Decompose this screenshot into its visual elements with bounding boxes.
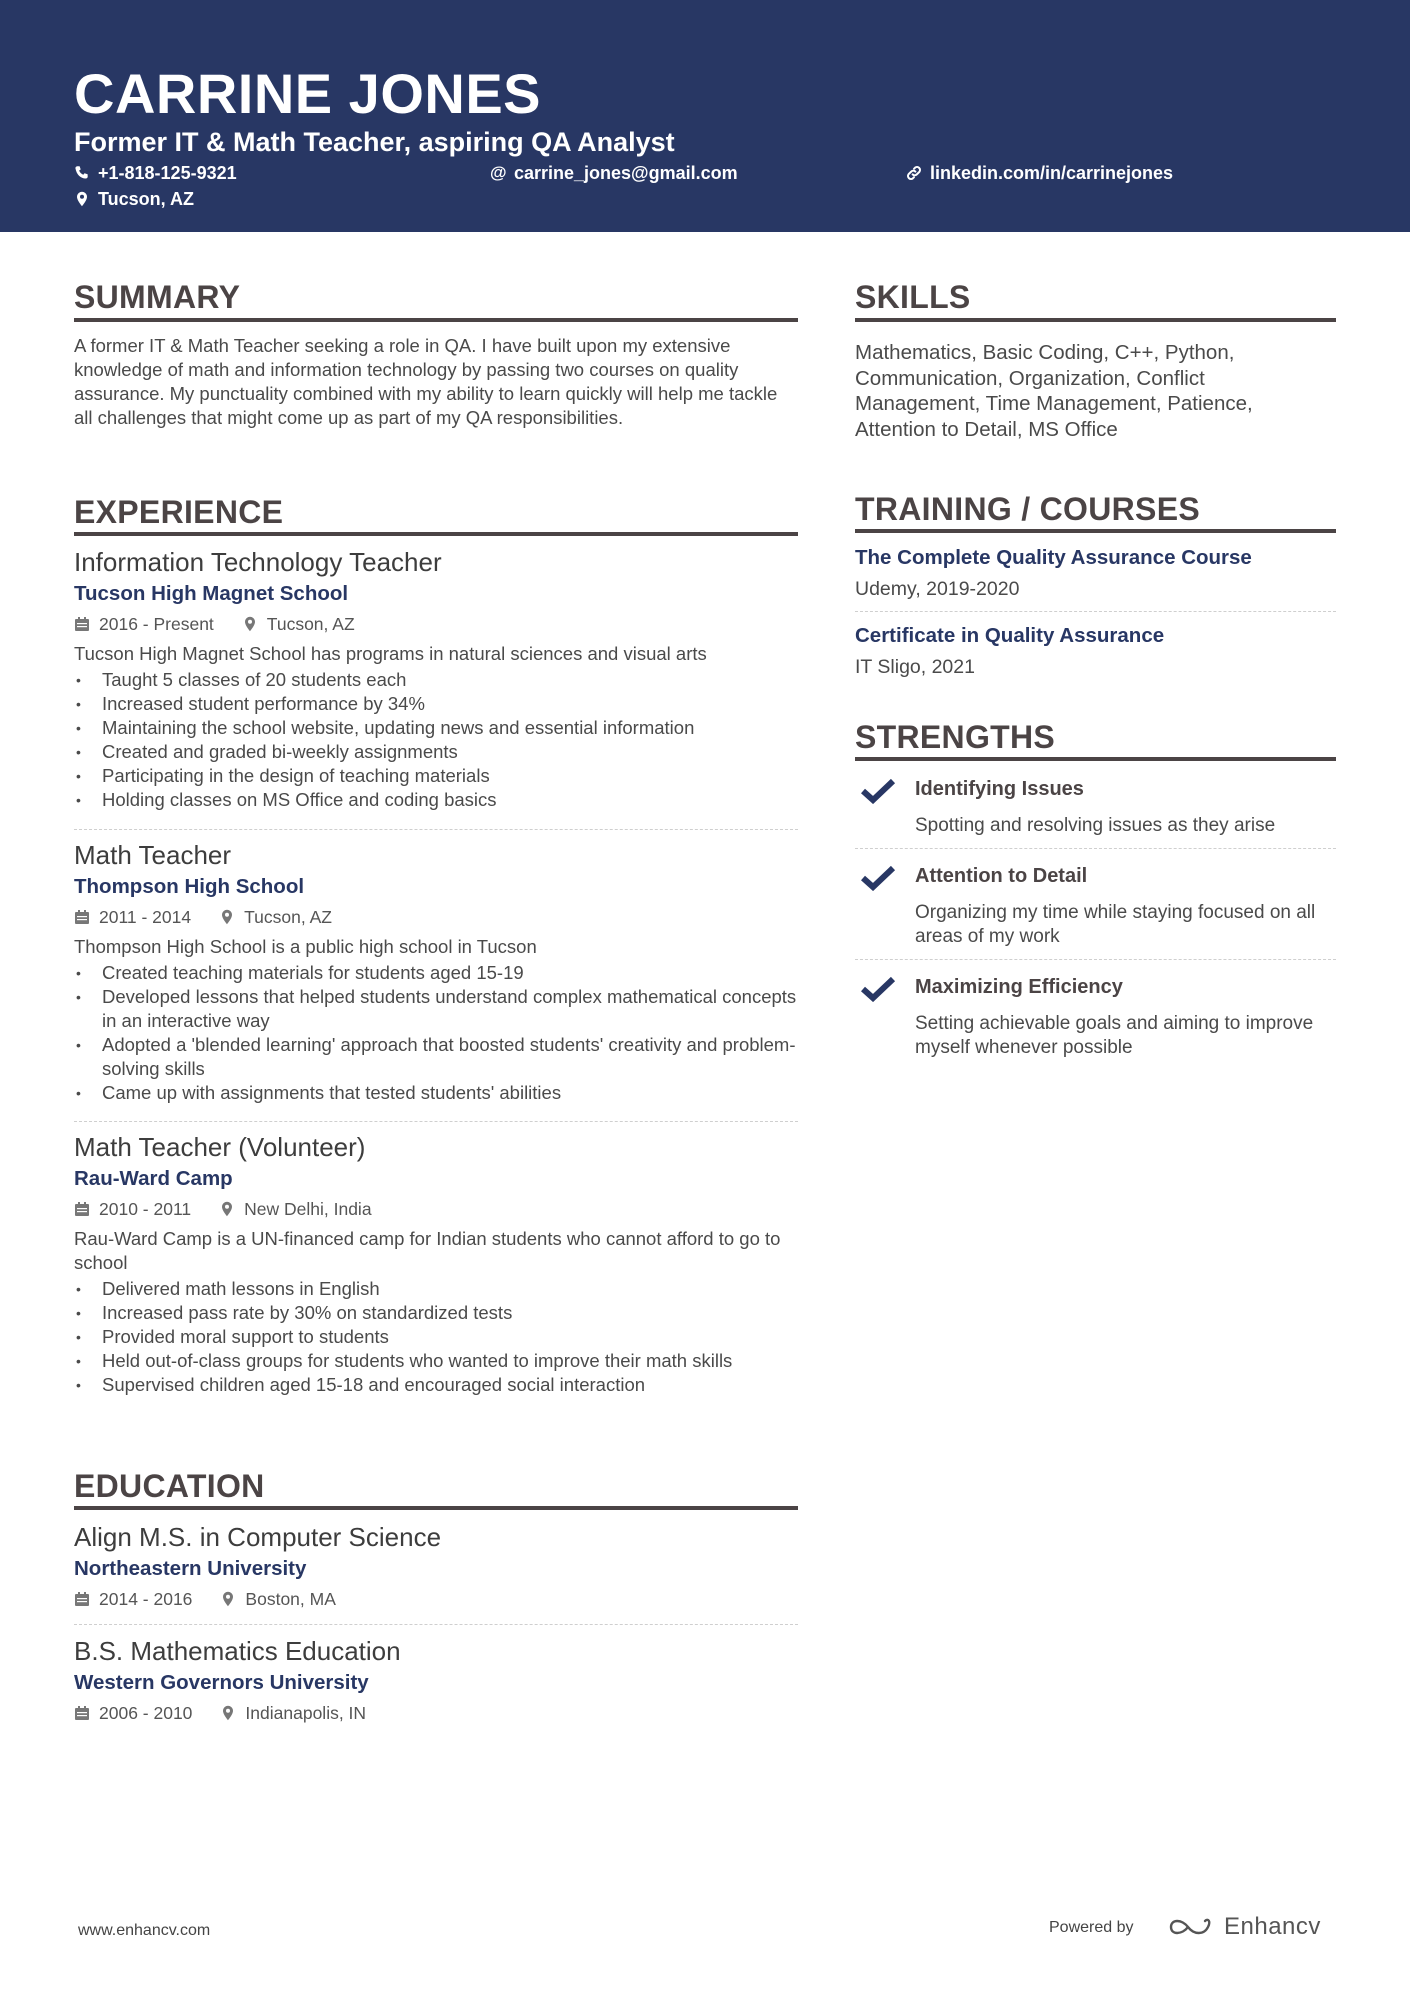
job-location: New Delhi, India [244, 1199, 372, 1219]
skills-divider [855, 318, 1336, 322]
company-name: Rau-Ward Camp [74, 1167, 233, 1190]
job-meta [74, 612, 798, 636]
course-provider: Udemy, 2019-2020 [855, 578, 1020, 600]
location-text: Tucson, AZ [98, 189, 194, 209]
item-separator [855, 848, 1336, 849]
job-description: Rau-Ward Camp is a UN-financed camp for Indian students who cannot afford to go to school [74, 1228, 781, 1273]
resume-header [0, 0, 1410, 232]
skills-heading: SKILLS [855, 279, 971, 315]
experience-item [74, 1131, 798, 1397]
strengths-divider [855, 757, 1336, 761]
education-divider [74, 1506, 798, 1510]
contact-linkedin[interactable] [906, 162, 1173, 184]
job-bullets [74, 1277, 798, 1397]
course-title: The Complete Quality Assurance Course [855, 546, 1252, 569]
item-separator [855, 611, 1336, 612]
job-meta [74, 905, 798, 929]
calendar-icon [74, 616, 90, 632]
job-bullet: • Holding classes on MS Office and coding basics [74, 788, 798, 812]
school-name: Western Governors University [74, 1671, 369, 1694]
item-separator [74, 1121, 798, 1122]
footer-website[interactable]: www.enhancv.com [78, 1922, 211, 1939]
enhancv-logo-icon [1168, 1915, 1214, 1939]
location-pin-icon [219, 1201, 235, 1217]
company-name: Tucson High Magnet School [74, 582, 349, 605]
job-title: Information Technology Teacher [74, 547, 442, 577]
candidate-title: Former IT & Math Teacher, aspiring QA Analyst [74, 127, 675, 157]
job-title: Math Teacher (Volunteer) [74, 1132, 366, 1162]
job-description: Tucson High Magnet School has programs in natural sciences and visual arts [74, 643, 707, 664]
summary-text: A former IT & Math Teacher seeking a role in QA. I have built upon my extensive knowledge of math and information technology by passing two courses on quality assurance. My punctuality combined with my ability to learn quickly will help me tackle all challenges that might come up as part of my QA responsibilities. [74, 335, 778, 428]
degree-title: Align M.S. in Computer Science [74, 1522, 442, 1552]
at-icon: @ [490, 163, 507, 182]
job-bullet: • Created and graded bi-weekly assignments [74, 740, 798, 764]
item-separator [855, 959, 1336, 960]
degree-title: B.S. Mathematics Education [74, 1636, 401, 1666]
school-name: Northeastern University [74, 1557, 307, 1580]
footer-powered-by: Powered by [1049, 1919, 1134, 1936]
job-bullets [74, 668, 798, 812]
location-pin-icon [220, 1705, 236, 1721]
strength-description: Setting achievable goals and aiming to improve myself whenever possible [915, 1013, 1314, 1058]
contact-email[interactable] [490, 162, 738, 184]
strengths-heading: STRENGTHS [855, 719, 1056, 755]
item-separator [74, 829, 798, 830]
job-bullet: • Provided moral support to students [74, 1325, 798, 1349]
education-heading: EDUCATION [74, 1468, 265, 1504]
job-bullet: • Created teaching materials for students aged 15-19 [74, 961, 798, 985]
job-dates: 2010 - 2011 [99, 1199, 192, 1219]
location-pin-icon [74, 191, 90, 207]
job-location: Tucson, AZ [244, 907, 332, 927]
checkmark-icon [861, 865, 895, 891]
checkmark-icon [861, 976, 895, 1002]
job-dates: 2011 - 2014 [99, 907, 192, 927]
job-bullet: • Came up with assignments that tested students' abilities [74, 1081, 798, 1105]
candidate-name: CARRINE JONES [74, 62, 542, 125]
strength-title: Attention to Detail [915, 865, 1088, 887]
job-bullet: • Delivered math lessons in English [74, 1277, 798, 1301]
experience-item [74, 839, 798, 1105]
summary-heading: SUMMARY [74, 279, 241, 315]
summary-divider [74, 318, 798, 322]
job-bullets [74, 961, 798, 1105]
education-item [74, 1635, 798, 1725]
enhancv-logo-text: Enhancv [1224, 1913, 1321, 1940]
strength-description: Spotting and resolving issues as they arise [915, 815, 1276, 836]
education-dates: 2006 - 2010 [99, 1703, 193, 1723]
calendar-icon [74, 1591, 90, 1607]
education-location: Boston, MA [245, 1589, 336, 1609]
experience-divider [74, 532, 798, 536]
calendar-icon [74, 1705, 90, 1721]
job-meta [74, 1197, 798, 1221]
phone-icon [74, 165, 90, 181]
job-dates: 2016 - Present [99, 614, 214, 634]
education-meta [74, 1587, 798, 1611]
education-meta [74, 1701, 798, 1725]
strength-title: Maximizing Efficiency [915, 976, 1123, 998]
education-location: Indianapolis, IN [245, 1703, 367, 1723]
company-name: Thompson High School [74, 875, 305, 898]
checkmark-icon [861, 778, 895, 804]
job-bullet: • Supervised children aged 15-18 and encouraged social interaction [74, 1373, 798, 1397]
training-divider [855, 529, 1336, 533]
calendar-icon [74, 1201, 90, 1217]
job-title: Math Teacher [74, 840, 232, 870]
job-bullet: • Adopted a 'blended learning' approach that boosted students' creativity and problem-solving skills [74, 1033, 798, 1081]
course-title: Certificate in Quality Assurance [855, 624, 1165, 647]
job-bullet: • Increased pass rate by 30% on standardized tests [74, 1301, 798, 1325]
link-icon [906, 165, 922, 181]
strength-description: Organizing my time while staying focused on all areas of my work [915, 902, 1316, 947]
location-pin-icon [242, 616, 258, 632]
job-bullet: • Maintaining the school website, updating news and essential information [74, 716, 798, 740]
contact-location [74, 188, 194, 210]
contact-phone[interactable] [74, 162, 237, 184]
item-separator [74, 1624, 798, 1625]
job-bullet: • Held out-of-class groups for students who wanted to improve their math skills [74, 1349, 798, 1373]
job-bullet: • Taught 5 classes of 20 students each [74, 668, 798, 692]
calendar-icon [74, 909, 90, 925]
job-bullet: • Participating in the design of teaching materials [74, 764, 798, 788]
education-dates: 2014 - 2016 [99, 1589, 193, 1609]
training-heading: TRAINING / COURSES [855, 491, 1200, 527]
job-location: Tucson, AZ [266, 614, 355, 634]
course-provider: IT Sligo, 2021 [855, 656, 975, 678]
experience-item [74, 546, 798, 812]
location-pin-icon [219, 909, 235, 925]
enhancv-logo[interactable] [1168, 1912, 1321, 1942]
job-description: Thompson High School is a public high school in Tucson [74, 936, 537, 957]
job-bullet: • Developed lessons that helped students understand complex mathematical concepts in an interactive way [74, 985, 798, 1033]
job-bullet: • Increased student performance by 34% [74, 692, 798, 716]
strength-title: Identifying Issues [915, 778, 1084, 800]
location-pin-icon [220, 1591, 236, 1607]
phone-text: +1-818-125-9321 [98, 163, 237, 183]
linkedin-text: linkedin.com/in/carrinejones [930, 163, 1174, 183]
email-text: carrine_jones@gmail.com [514, 163, 738, 183]
skills-list: Mathematics, Basic Coding, C++, Python, Communication, Organization, Conflict Management, Time Management, Patience, Attention to Detail, MS Office [855, 341, 1253, 441]
experience-heading: EXPERIENCE [74, 494, 284, 530]
education-item [74, 1521, 798, 1611]
